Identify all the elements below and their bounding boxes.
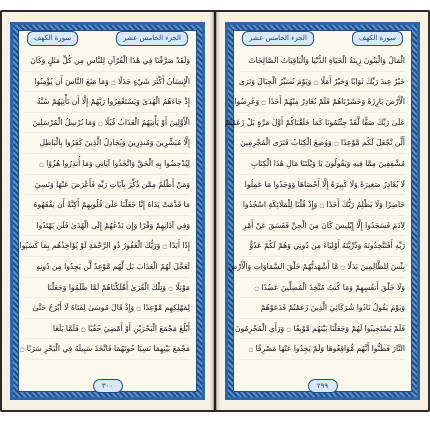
right-page-number: ٢٩٩ [308, 379, 338, 393]
right-header-surah-label: سورة الكهف [352, 31, 403, 46]
verse-line: لِمَهْلِكِهِم مَّوْعِدًا ۝ وَإِذْ قَالَ مُوسَىٰ لِفَتَاهُ لَا أَبْرَحُ حَتَّىٰ [25, 298, 190, 319]
verse-line: الْمَالُ وَالْبَنُونَ زِينَةُ الْحَيَاةِ الدُّنْيَا وَالْبَاقِيَاتُ الصَّالِحَاتُ [240, 51, 405, 72]
left-page-number: ٣٠٠ [93, 379, 123, 393]
verse-line: مَوْئِلًا ۝ وَتِلْكَ الْقُرَىٰ أَهْلَكْنَاهُمْ لَمَّا ظَلَمُوا وَجَعَلْنَا [25, 278, 190, 299]
verse-line: وَيَوْمَ يَقُولُ نَادُوا شُرَكَائِيَ الَّذِينَ زَعَمْتُمْ فَدَعَوْهُمْ [240, 298, 405, 319]
verse-line: أَلَّن نَّجْعَلَ لَكُم مَّوْعِدًا ۝ وَوُضِعَ الْكِتَابُ فَتَرَى الْمُجْرِمِينَ [240, 133, 405, 154]
verse-line: وَلَقَدْ صَرَّفْنَا فِي هَٰذَا الْقُرْآنِ لِلنَّاسِ مِن كُلِّ مَثَلٍ وَكَانَ [25, 51, 190, 72]
verse-line: فَلَمْ يَسْتَجِيبُوا لَهُمْ وَجَعَلْنَا بَيْنَهُم مَّوْبِقًا ۝ وَرَأَى الْمُجْرِمُونَ [240, 319, 405, 340]
verse-line: لِآدَمَ فَسَجَدُوا إِلَّا إِبْلِيسَ كَانَ مِنَ الْجِنِّ فَفَسَقَ عَنْ أَمْرِ [240, 216, 405, 237]
verse-line: حَاضِرًا وَلَا يَظْلِمُ رَبُّكَ أَحَدًا ۝ وَإِذْ قُلْنَا لِلْمَلَائِكَةِ اسْجُدُوا [240, 195, 405, 216]
left-header-juz-label: الجزء الخامس عشر [116, 31, 188, 46]
verse-line: وَمَنْ أَظْلَمُ مِمَّن ذُكِّرَ بِآيَاتِ رَبِّهِ فَأَعْرَضَ عَنْهَا وَنَسِيَ [25, 175, 190, 196]
right-page-ornamental-frame [225, 22, 420, 400]
verse-line: الْأَرْضَ بَارِزَةً وَحَشَرْنَاهُمْ فَلَمْ نُغَادِرْ مِنْهُمْ أَحَدًا ۝ وَعُرِضُوا [240, 92, 405, 113]
verse-line: رَبِّهِ أَفَتَتَّخِذُونَهُ وَذُرِّيَّتَهُ أَوْلِيَاءَ مِن دُونِي وَهُمْ لَكُمْ عَدُوٌّ [240, 236, 405, 257]
verse-line: مُشْفِقِينَ مِمَّا فِيهِ وَيَقُولُونَ يَا وَيْلَتَنَا مَالِ هَٰذَا الْكِتَابِ [240, 154, 405, 175]
verse-line: إِلَّا مُبَشِّرِينَ وَمُنذِرِينَ وَيُجَادِلُ الَّذِينَ كَفَرُوا بِالْبَاطِلِ [25, 133, 190, 154]
right-page-verses [224, 51, 405, 371]
verse-line: إِذْ جَاءَهُمُ الْهُدَىٰ وَيَسْتَغْفِرُوا رَبَّهُمْ إِلَّا أَن تَأْتِيَهُمْ سُنَّةُ [25, 92, 190, 113]
verse-line: النَّارَ فَظَنُّوا أَنَّهُم مُّوَاقِعُوهَا وَلَمْ يَجِدُوا عَنْهَا مَصْرِفًا ۝ [240, 339, 405, 360]
verse-line: لِيُدْحِضُوا بِهِ الْحَقَّ وَاتَّخَذُوا آيَاتِي وَمَا أُنذِرُوا هُزُوًا ۝ [25, 154, 190, 175]
verse-line: مَجْمَعَ بَيْنِهِمَا نَسِيَا حُوتَهُمَا فَاتَّخَذَ سَبِيلَهُ فِي الْبَحْرِ سَرَبًا ۝ [25, 339, 190, 360]
verse-line: الْإِنسَانُ أَكْثَرَ شَيْءٍ جَدَلًا ۝ وَمَا مَنَعَ النَّاسَ أَن يُؤْمِنُوا [25, 72, 190, 93]
left-page [2, 12, 214, 410]
left-header-surah-label: سورة الكهف [27, 31, 78, 46]
verse-line: بِئْسَ لِلظَّالِمِينَ بَدَلًا ۝ مَّا أَشْهَدتُّهُمْ خَلْقَ السَّمَاوَاتِ وَالْأَرْضِ [240, 257, 405, 278]
right-page-text-area [224, 30, 412, 392]
left-page-header [19, 30, 196, 46]
book-spine-gutter [210, 12, 220, 410]
verse-line: مَا قَدَّمَتْ يَدَاهُ إِنَّا جَعَلْنَا عَلَىٰ قُلُوبِهِمْ أَكِنَّةً أَن يَفْقَهُوهُ [25, 195, 190, 216]
left-page-text-area [18, 30, 197, 392]
verse-line: خَيْرٌ عِندَ رَبِّكَ ثَوَابًا وَخَيْرٌ أَمَلًا ۝ وَيَوْمَ نُسَيِّرُ الْجِبَالَ وَتَرَى [240, 72, 405, 93]
left-page-ornamental-frame [10, 22, 205, 400]
verse-line: لَعَجَّلَ لَهُمُ الْعَذَابَ بَل لَّهُم مَّوْعِدٌ لَّن يَجِدُوا مِن دُونِهِ [25, 257, 190, 278]
right-page [216, 12, 428, 410]
verse-line: وَلَا خَلْقَ أَنفُسِهِمْ وَمَا كُنتُ مُتَّخِذَ الْمُضِلِّينَ عَضُدًا ۝ [240, 278, 405, 299]
verse-line: أَبْلُغَ مَجْمَعَ الْبَحْرَيْنِ أَوْ أَمْضِيَ حُقُبًا ۝ فَلَمَّا بَلَغَا [25, 319, 190, 340]
verse-line: لَا يُغَادِرُ صَغِيرَةً وَلَا كَبِيرَةً إِلَّا أَحْصَاهَا وَوَجَدُوا مَا عَمِلُوا [240, 175, 405, 196]
left-page-verses [19, 51, 190, 371]
verse-line: عَلَىٰ رَبِّكَ صَفًّا لَّقَدْ جِئْتُمُونَا كَمَا خَلَقْنَاكُمْ أَوَّلَ مَرَّةٍ بَلْ زَعَمْتُمْ [240, 113, 405, 134]
verse-line: وَفِي آذَانِهِمْ وَقْرًا وَإِن تَدْعُهُمْ إِلَى الْهُدَىٰ فَلَن يَهْتَدُوا [25, 216, 190, 237]
right-header-juz-label: الجزء الخامس عشر [242, 31, 314, 46]
verse-line: الْأَوَّلِينَ أَوْ يَأْتِيَهُمُ الْعَذَابُ قُبُلًا ۝ وَمَا نُرْسِلُ الْمُرْسَلِينَ [25, 113, 190, 134]
right-page-header [234, 30, 411, 46]
verse-line: إِذًا أَبَدًا ۝ وَرَبُّكَ الْغَفُورُ ذُو الرَّحْمَةِ لَوْ يُؤَاخِذُهُم بِمَا كَسَبُوا [25, 236, 190, 257]
